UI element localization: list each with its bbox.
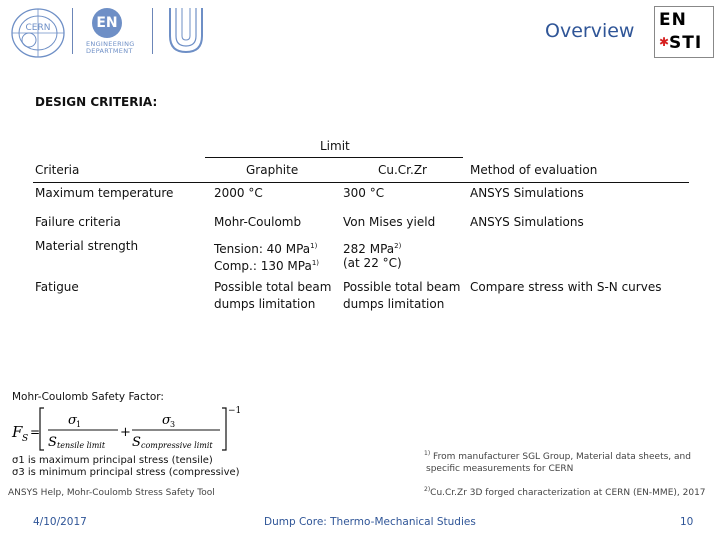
column-header-criteria: Criteria	[35, 163, 80, 177]
svg-text:σ: σ	[68, 413, 77, 428]
footer-title: Dump Core: Thermo-Mechanical Studies	[264, 516, 476, 528]
table-row-graphite: Mohr-Coulomb	[214, 215, 302, 229]
footnote-1: $^{1)}$ From manufacturer SGL Group, Material data sheets, and specific measurements for CERN	[424, 450, 691, 474]
en-department-logo	[84, 8, 146, 58]
footer-date: 4/10/2017	[33, 516, 87, 528]
table-row-graphite: Tension: 40 MPa$^{1)}$	[214, 242, 318, 256]
university-logo	[166, 6, 206, 56]
svg-text:F: F	[12, 423, 23, 441]
header-underline	[33, 182, 689, 183]
svg-text:σ: σ	[162, 413, 171, 428]
table-row-graphite: Possible total beam	[214, 280, 332, 294]
svg-text:compressive limit: compressive limit	[141, 441, 213, 450]
svg-text:+: +	[120, 425, 131, 440]
limit-underline	[205, 157, 463, 158]
table-row-graphite-line2: Comp.: 130 MPa$^{1)}$	[214, 259, 320, 273]
formula-source: ANSYS Help, Mohr-Coulomb Stress Safety Tool	[8, 488, 215, 498]
column-header-graphite: Graphite	[246, 163, 299, 177]
table-row-method: ANSYS Simulations	[470, 186, 584, 200]
svg-text:S: S	[22, 434, 29, 444]
logo-divider	[72, 8, 73, 54]
column-header-cucrzr: Cu.Cr.Zr	[378, 163, 427, 177]
svg-text:−1: −1	[228, 406, 240, 416]
column-header-method: Method of evaluation	[470, 163, 598, 177]
svg-text:3: 3	[170, 420, 176, 429]
svg-text:S: S	[132, 435, 141, 450]
table-row-cucrzr-line2: (at 22 °C)	[343, 256, 402, 270]
svg-text:CERN: CERN	[25, 23, 51, 33]
en-logo-subtitle: ENGINEERING DEPARTMENT	[86, 40, 135, 55]
en-logo-circle: EN	[92, 8, 122, 38]
logo-divider	[152, 8, 153, 54]
page-number: 10	[680, 516, 694, 528]
page-title: Overview	[545, 20, 635, 42]
svg-text:1: 1	[76, 420, 82, 429]
safety-factor-formula	[10, 404, 240, 454]
table-row-graphite: 2000 °C	[214, 186, 263, 200]
cern-logo	[8, 6, 68, 60]
table-row-criteria: Maximum temperature	[35, 186, 174, 200]
table-row-criteria: Fatigue	[35, 280, 79, 294]
formula-notes	[12, 455, 240, 479]
en-sti-logo: EN ✱ STI	[654, 6, 714, 58]
table-row-cucrzr-line2: dumps limitation	[343, 297, 445, 311]
table-row-cucrzr: 282 MPa$^{2)}$	[343, 242, 402, 256]
table-row-method: Compare stress with S-N curves	[470, 280, 662, 294]
svg-text:tensile limit: tensile limit	[57, 441, 106, 450]
footnote-2: $^{2)}$Cu.Cr.Zr 3D forged characterization at CERN (EN-MME), 2017	[424, 486, 706, 498]
table-row-cucrzr: 300 °C	[343, 186, 385, 200]
table-row-graphite-line2: dumps limitation	[214, 297, 316, 311]
svg-text:=: =	[30, 425, 41, 439]
section-title: DESIGN CRITERIA:	[35, 95, 158, 109]
svg-text:S: S	[48, 435, 57, 450]
star-icon: ✱	[659, 35, 670, 49]
formula-note-sigma3: σ3 is minimum principal stress (compressive)	[12, 467, 240, 478]
table-row-criteria: Failure criteria	[35, 215, 121, 229]
formula-note-sigma1: σ1 is maximum principal stress (tensile)	[12, 455, 213, 466]
limit-header: Limit	[320, 139, 350, 153]
table-row-criteria: Material strength	[35, 239, 139, 253]
formula-label: Mohr-Coulomb Safety Factor:	[12, 391, 164, 403]
table-row-cucrzr: Possible total beam	[343, 280, 461, 294]
table-row-method: ANSYS Simulations	[470, 215, 584, 229]
table-row-cucrzr: Von Mises yield	[343, 215, 436, 229]
